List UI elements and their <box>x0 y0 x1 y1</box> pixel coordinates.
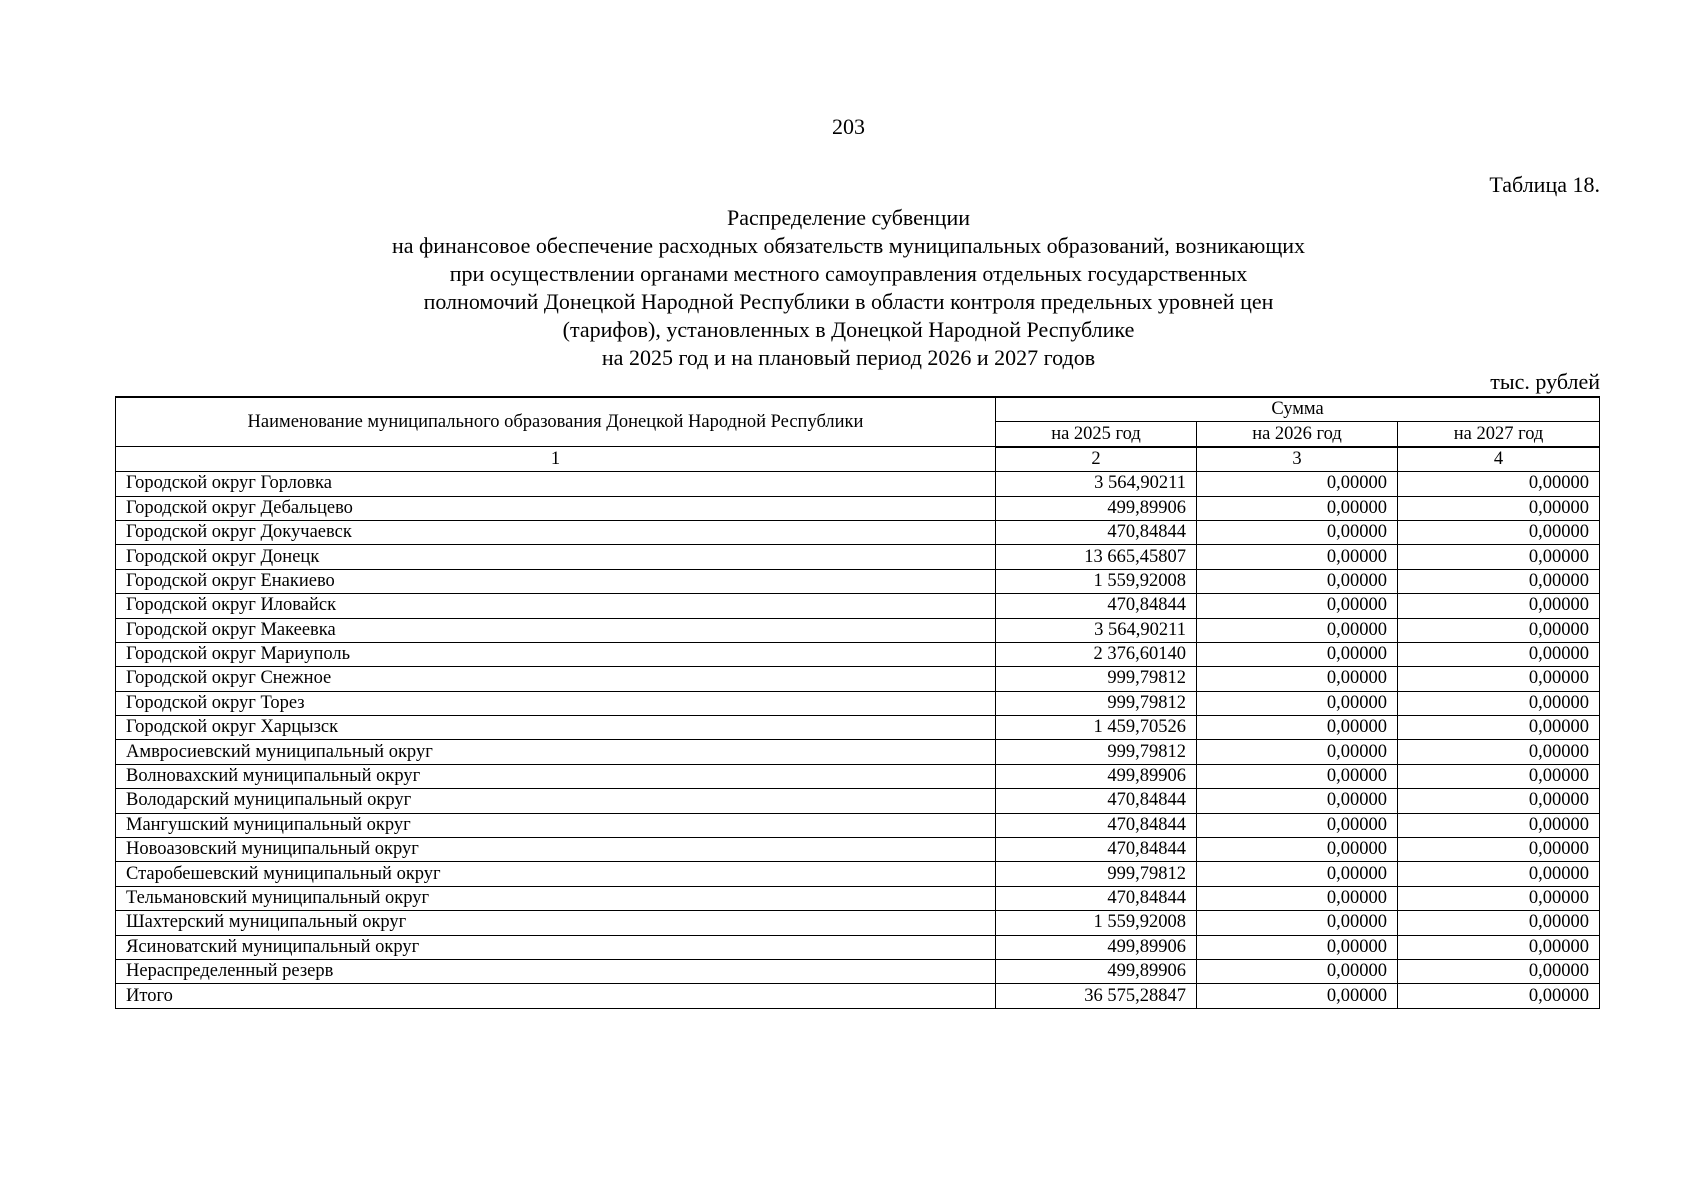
municipality-name-cell: Городской округ Донецк <box>116 545 996 569</box>
amount-2026-cell: 0,00000 <box>1197 496 1398 520</box>
amount-2025-cell: 3 564,90211 <box>996 618 1197 642</box>
table-row <box>116 667 1600 691</box>
table-row <box>116 496 1600 520</box>
amount-2025-cell: 1 459,70526 <box>996 716 1197 740</box>
table-body <box>116 472 1600 1009</box>
table-row <box>116 472 1600 496</box>
title-line: полномочий Донецкой Народной Республики в области контроля предельных уровней цен <box>423 289 1274 314</box>
amount-2027-cell: 0,00000 <box>1398 472 1600 496</box>
table-label: Таблица 18. <box>1489 172 1600 197</box>
amount-2026-cell: 0,00000 <box>1197 789 1398 813</box>
header-year-2025: на 2025 год <box>996 422 1197 447</box>
amount-2027-cell: 0,00000 <box>1398 642 1600 666</box>
table-row <box>116 594 1600 618</box>
amount-2026-cell: 0,00000 <box>1197 618 1398 642</box>
amount-2027-cell: 0,00000 <box>1398 959 1600 983</box>
title-line: на 2025 год и на плановый период 2026 и 2027 годов <box>601 345 1096 370</box>
table-row <box>116 716 1600 740</box>
amount-2027-cell: 0,00000 <box>1398 667 1600 691</box>
amount-2026-cell: 0,00000 <box>1197 472 1398 496</box>
amount-2027-cell: 0,00000 <box>1398 740 1600 764</box>
municipality-name-cell: Городской округ Торез <box>116 691 996 715</box>
units-label: тыс. рублей <box>1490 369 1600 394</box>
amount-2025-cell: 999,79812 <box>996 691 1197 715</box>
header-name-column: Наименование муниципального образования Донецкой Народной Республики <box>116 397 996 447</box>
title-line: (тарифов), установленных в Донецкой Народной Республике <box>562 317 1135 342</box>
amount-2027-cell: 0,00000 <box>1398 935 1600 959</box>
amount-2025-cell: 470,84844 <box>996 813 1197 837</box>
amount-2027-cell: 0,00000 <box>1398 520 1600 544</box>
table-row <box>116 789 1600 813</box>
municipality-name-cell: Городской округ Енакиево <box>116 569 996 593</box>
amount-2025-cell: 470,84844 <box>996 838 1197 862</box>
amount-2026-cell: 0,00000 <box>1197 594 1398 618</box>
municipality-name-cell: Городской округ Макеевка <box>116 618 996 642</box>
municipality-name-cell: Ясиноватский муниципальный округ <box>116 935 996 959</box>
municipality-name-cell: Городской округ Докучаевск <box>116 520 996 544</box>
municipality-name-cell: Городской округ Снежное <box>116 667 996 691</box>
amount-2027-cell: 0,00000 <box>1398 496 1600 520</box>
amount-2027-cell: 0,00000 <box>1398 569 1600 593</box>
amount-2025-cell: 470,84844 <box>996 886 1197 910</box>
municipality-name-cell: Старобешевский муниципальный округ <box>116 862 996 886</box>
header-year-2027: на 2027 год <box>1398 422 1600 447</box>
amount-2027-cell: 0,00000 <box>1398 813 1600 837</box>
amount-2025-cell: 999,79812 <box>996 667 1197 691</box>
municipality-name-cell: Амвросиевский муниципальный округ <box>116 740 996 764</box>
amount-2027-cell: 0,00000 <box>1398 838 1600 862</box>
amount-2025-cell: 470,84844 <box>996 789 1197 813</box>
amount-2025-cell: 36 575,28847 <box>996 984 1197 1008</box>
amount-2026-cell: 0,00000 <box>1197 764 1398 788</box>
amount-2026-cell: 0,00000 <box>1197 520 1398 544</box>
municipality-name-cell: Шахтерский муниципальный округ <box>116 911 996 935</box>
amount-2027-cell: 0,00000 <box>1398 691 1600 715</box>
municipality-name-cell: Городской округ Мариуполь <box>116 642 996 666</box>
amount-2025-cell: 999,79812 <box>996 740 1197 764</box>
municipality-name-cell: Тельмановский муниципальный округ <box>116 886 996 910</box>
amount-2026-cell: 0,00000 <box>1197 691 1398 715</box>
amount-2027-cell: 0,00000 <box>1398 911 1600 935</box>
amount-2026-cell: 0,00000 <box>1197 862 1398 886</box>
amount-2026-cell: 0,00000 <box>1197 838 1398 862</box>
municipality-name-cell: Итого <box>116 984 996 1008</box>
municipality-name-cell: Городской округ Дебальцево <box>116 496 996 520</box>
table-row <box>116 764 1600 788</box>
amount-2026-cell: 0,00000 <box>1197 935 1398 959</box>
table-row <box>116 740 1600 764</box>
table-row <box>116 911 1600 935</box>
municipality-name-cell: Мангушский муниципальный округ <box>116 813 996 837</box>
table-row <box>116 959 1600 983</box>
table-row <box>116 813 1600 837</box>
amount-2026-cell: 0,00000 <box>1197 959 1398 983</box>
table-header <box>116 397 1600 472</box>
table-row <box>116 642 1600 666</box>
amount-2027-cell: 0,00000 <box>1398 545 1600 569</box>
municipality-name-cell: Городской округ Горловка <box>116 472 996 496</box>
header-year-2026: на 2026 год <box>1197 422 1398 447</box>
amount-2026-cell: 0,00000 <box>1197 569 1398 593</box>
table-row <box>116 886 1600 910</box>
amount-2026-cell: 0,00000 <box>1197 667 1398 691</box>
subvention-table <box>115 396 1600 1009</box>
municipality-name-cell: Володарский муниципальный округ <box>116 789 996 813</box>
index-cell: 2 <box>996 447 1197 472</box>
municipality-name-cell: Новоазовский муниципальный округ <box>116 838 996 862</box>
amount-2027-cell: 0,00000 <box>1398 764 1600 788</box>
index-cell: 3 <box>1197 447 1398 472</box>
page-number: 203 <box>832 114 865 139</box>
municipality-name-cell: Нераспределенный резерв <box>116 959 996 983</box>
amount-2027-cell: 0,00000 <box>1398 984 1600 1008</box>
amount-2025-cell: 470,84844 <box>996 594 1197 618</box>
amount-2027-cell: 0,00000 <box>1398 594 1600 618</box>
amount-2025-cell: 1 559,92008 <box>996 911 1197 935</box>
index-cell: 1 <box>116 447 996 472</box>
amount-2025-cell: 499,89906 <box>996 959 1197 983</box>
amount-2026-cell: 0,00000 <box>1197 984 1398 1008</box>
amount-2026-cell: 0,00000 <box>1197 545 1398 569</box>
municipality-name-cell: Городской округ Иловайск <box>116 594 996 618</box>
amount-2025-cell: 999,79812 <box>996 862 1197 886</box>
amount-2026-cell: 0,00000 <box>1197 911 1398 935</box>
amount-2025-cell: 2 376,60140 <box>996 642 1197 666</box>
amount-2025-cell: 499,89906 <box>996 935 1197 959</box>
amount-2027-cell: 0,00000 <box>1398 886 1600 910</box>
table-row <box>116 862 1600 886</box>
amount-2027-cell: 0,00000 <box>1398 862 1600 886</box>
municipality-name-cell: Городской округ Харцызск <box>116 716 996 740</box>
index-row <box>116 447 1600 472</box>
amount-2027-cell: 0,00000 <box>1398 618 1600 642</box>
table-row <box>116 545 1600 569</box>
amount-2025-cell: 3 564,90211 <box>996 472 1197 496</box>
title-line: Распределение субвенции <box>726 205 971 230</box>
table-row <box>116 691 1600 715</box>
table-row <box>116 838 1600 862</box>
amount-2025-cell: 470,84844 <box>996 520 1197 544</box>
amount-2026-cell: 0,00000 <box>1197 886 1398 910</box>
amount-2026-cell: 0,00000 <box>1197 642 1398 666</box>
table-row <box>116 569 1600 593</box>
header-sum: Сумма <box>996 397 1600 422</box>
amount-2027-cell: 0,00000 <box>1398 716 1600 740</box>
table-row <box>116 618 1600 642</box>
document-title <box>200 204 1497 372</box>
amount-2025-cell: 499,89906 <box>996 764 1197 788</box>
amount-2026-cell: 0,00000 <box>1197 740 1398 764</box>
total-row <box>116 984 1600 1008</box>
amount-2025-cell: 499,89906 <box>996 496 1197 520</box>
index-cell: 4 <box>1398 447 1600 472</box>
table-row <box>116 935 1600 959</box>
amount-2027-cell: 0,00000 <box>1398 789 1600 813</box>
municipality-name-cell: Волновахский муниципальный округ <box>116 764 996 788</box>
amount-2026-cell: 0,00000 <box>1197 716 1398 740</box>
table-row <box>116 520 1600 544</box>
title-line: на финансовое обеспечение расходных обязательств муниципальных образований, возникающих <box>391 233 1306 258</box>
amount-2026-cell: 0,00000 <box>1197 813 1398 837</box>
amount-2025-cell: 1 559,92008 <box>996 569 1197 593</box>
title-line: при осуществлении органами местного самоуправления отдельных государственных <box>449 261 1248 286</box>
amount-2025-cell: 13 665,45807 <box>996 545 1197 569</box>
